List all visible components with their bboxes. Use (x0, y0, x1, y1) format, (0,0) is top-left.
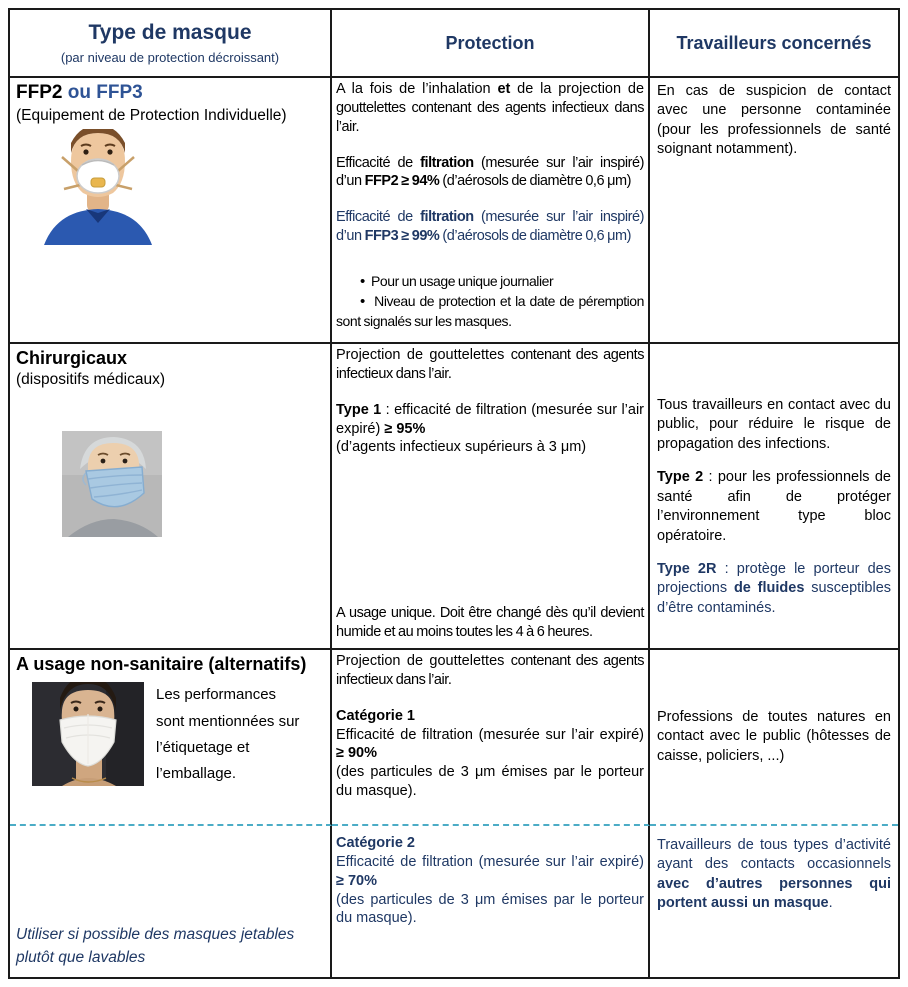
cell-footnote (10, 826, 332, 977)
column-header-protection: Protection (445, 32, 535, 53)
categorie2-note: (des particules de 3 μm émises par le porteur du masque). (336, 891, 644, 927)
cell-alternatifs-workers-cat1 (650, 650, 898, 826)
header-cell-travailleurs (650, 10, 898, 78)
text-run: Efficacité de (336, 154, 421, 171)
cell-alternatifs-type (10, 650, 332, 826)
text-run: 3 (132, 82, 143, 103)
categorie1-title: Catégorie 1 (336, 707, 415, 724)
cell-ffp2-type (10, 78, 332, 344)
text-run: (mesurée sur l’air inspiré) d’un (336, 154, 644, 190)
alternatifs-protection-p1 (336, 652, 644, 690)
text-run: FFP2 ≥ 94% (364, 173, 440, 190)
column-header-type-de-masque: Type de masque (88, 21, 252, 44)
cat2-workers-text (657, 836, 891, 914)
chirurgicaux-type1 (336, 401, 644, 439)
text-run: (d’aérosols de diamètre 0,6 μm) (439, 228, 632, 245)
text-run: susceptibles d’être contaminés. (657, 580, 892, 616)
surgical-mask-image (62, 431, 324, 541)
categorie1-filtration (336, 726, 644, 764)
text-run: contenant des agents infectieux dans l’air. (336, 347, 644, 382)
text-run: A la fois de l’inhalation (336, 81, 498, 97)
spacer (336, 191, 644, 208)
text-run: Type 2R (657, 560, 717, 577)
chirurgicaux-workers-p1: Tous travailleurs en contact avec du public, pour réduire le risque de propagation des infections. (657, 397, 891, 452)
ffp2-protection-p1 (336, 80, 644, 137)
text-run: ≥ 95% (384, 420, 426, 437)
cell-workers-cat2 (650, 826, 898, 977)
alternatifs-workers-text: Professions de toutes natures en contact avec le public (hôtesses de caisse, policiers, ...) (657, 709, 891, 764)
cell-chirurgicaux-protection (332, 344, 650, 650)
text-run: FFP3 ≥ 99% (364, 228, 440, 245)
categorie2-filtration (336, 853, 644, 891)
text-run: et (497, 81, 511, 97)
spacer (336, 384, 644, 401)
mask-types-table (8, 8, 900, 979)
text-run: Type 2 (657, 469, 704, 486)
column-subheader-niveau-protection: (par niveau de protection décroissant) (60, 50, 280, 65)
cell-alternatifs-protection-cat1 (332, 650, 650, 826)
ffp2-workers-text: En cas de suspicion de contact avec une personne contaminée (pour les professionnels de santé soignant notamment). (657, 83, 891, 158)
cell-ffp2-protection (332, 78, 650, 344)
header-cell-protection (332, 10, 650, 78)
ffp2-mask-image (38, 129, 324, 249)
cell-chirurgicaux-type (10, 344, 332, 650)
text-run: ou (62, 82, 97, 103)
categorie1-note: (des particules de 3 μm émises par le porteur du masque). (336, 764, 644, 800)
text-run: contenant des agents infectieux dans l’air. (336, 653, 644, 688)
ffp2-subtitle: (Equipement de Protection Individuelle) (16, 106, 287, 124)
categorie2-title: Catégorie 2 (336, 835, 415, 851)
cell-protection-cat2 (332, 826, 650, 977)
chirurgicaux-protection-p1 (336, 346, 644, 384)
text-run: Travailleurs de tous types d’activité ayant des contacts occasionnels (657, 837, 891, 873)
text-run: Efficacité de filtration (mesurée sur l’air expiré) (336, 726, 644, 743)
ffp3-filtration-99 (336, 208, 644, 246)
chirurgicaux-workers-type2r (657, 560, 891, 618)
cloth-mask-photo (32, 682, 144, 786)
cell-chirurgicaux-workers (650, 344, 898, 650)
text-run: : pour les professionnels de santé afin de protéger l’environnement type bloc opératoire. (657, 469, 891, 544)
bullet-item: • Niveau de protection et la date de péremption sont signalés sur les masques. (336, 292, 644, 331)
text-run: : protège le porteur des projections (657, 560, 891, 597)
text-run: de fluides (733, 580, 805, 597)
spacer (336, 690, 644, 707)
text-run: ≥ 90% (336, 745, 378, 762)
bullet-item: • Pour un usage unique journalier (336, 272, 644, 292)
column-header-travailleurs: Travailleurs concernés (676, 32, 872, 53)
text-run: filtration (420, 209, 474, 226)
text-run: gouttelettes contenant des agents infectieux dans l’air. (336, 99, 644, 135)
chirurgicaux-type1-note: (d’agents infectieux supérieurs à 3 μm) (336, 439, 587, 456)
text-run: ≥ 70% (336, 872, 378, 889)
text-run: Type 1 (336, 401, 382, 418)
ffp2-filtration-94 (336, 154, 644, 192)
text-run: filtration (420, 154, 474, 171)
surgical-mask-photo (62, 431, 162, 537)
text-run: Projection de gouttelettes (336, 653, 511, 669)
ffp2-mask-illustration (38, 129, 158, 245)
text-run: avec d’autres personnes qui portent aussi un masque (657, 875, 891, 912)
chirurgicaux-title: Chirurgicaux (16, 348, 128, 368)
text-run: FFP (96, 82, 133, 103)
spacer (336, 137, 644, 154)
text-run: Efficacité de filtration (mesurée sur l’air expiré) (336, 853, 644, 870)
chirurgicaux-workers-type2 (657, 468, 891, 546)
text-run: (d’aérosols de diamètre 0,6 μm) (439, 173, 632, 190)
text-run: Projection de gouttelettes (336, 347, 511, 363)
ffp2-title (16, 81, 324, 106)
chirurgicaux-subtitle: (dispositifs médicaux) (16, 371, 166, 389)
text-run: : efficacité de filtration (mesurée sur l’air expiré) (336, 401, 645, 437)
text-run: Efficacité de (336, 209, 421, 226)
text-run: (mesurée sur l’air inspiré) d’un (336, 209, 644, 245)
chirurgicaux-protection-top (336, 346, 644, 457)
text-run: FFP2 (16, 82, 63, 103)
cloth-mask-image (32, 682, 144, 790)
cell-ffp2-workers (650, 78, 898, 344)
text-run: . (828, 895, 833, 912)
text-run: de la projection de (510, 81, 645, 97)
alternatifs-title: A usage non-sanitaire (alternatifs) (16, 654, 307, 674)
chirurgicaux-usage-unique: A usage unique. Doit être changé dès qu’il devient humide et au moins toutes les 4 à 6 heures. (336, 605, 644, 641)
alternatifs-performance-note: Les performances sont mentionnées sur l’étiquetage et l’emballage. (156, 686, 300, 783)
alternatifs-body (16, 682, 324, 790)
ffp2-usage-bullets (336, 272, 644, 331)
jetables-footnote: Utiliser si possible des masques jetables plutôt que lavables (16, 926, 295, 966)
spacer (336, 246, 644, 268)
header-cell-type-de-masque (10, 10, 332, 78)
